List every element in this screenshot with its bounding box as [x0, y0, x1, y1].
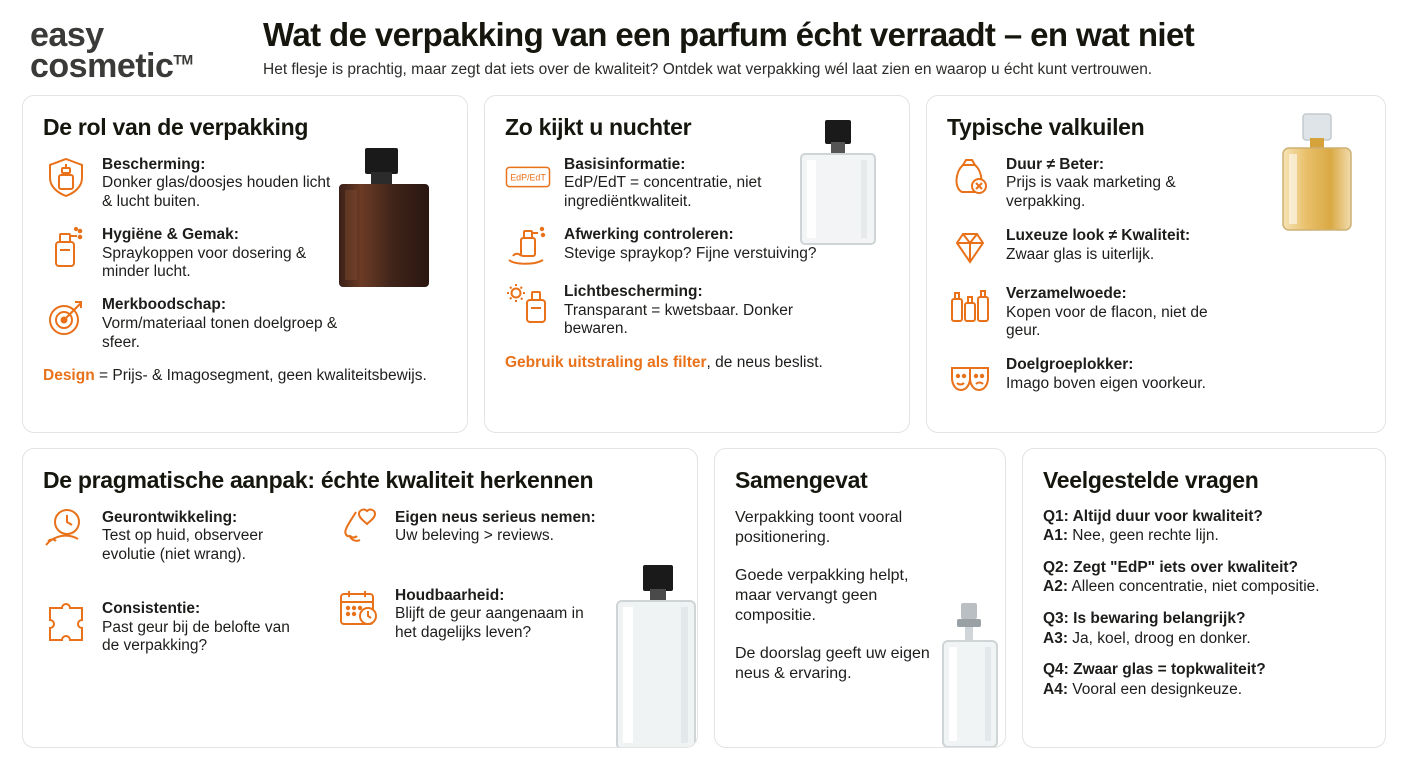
pragmatic-column-right: [336, 508, 603, 657]
calendar-clock-icon: [336, 586, 382, 630]
theatre-masks-icon: [947, 355, 993, 399]
list-item-head: Eigen neus serieus nemen:: [395, 508, 596, 526]
faq-question-label: Q2:: [1043, 558, 1069, 576]
faq-answer-text: Vooral een designkeuze.: [1072, 680, 1243, 698]
faq-question-text: Zegt "EdP" iets over kwaliteit?: [1073, 558, 1299, 576]
faq-question: [1043, 610, 1365, 629]
card-role-items: [43, 155, 343, 353]
list-item-body: Past geur bij de belofte van de verpakking?: [102, 618, 290, 655]
hand-spray-icon: [505, 225, 551, 269]
list-item: [505, 225, 823, 269]
faq-entry: [1043, 661, 1365, 699]
list-item-text: [1006, 355, 1206, 394]
faq-list: [1043, 508, 1365, 700]
faq-answer-text: Alleen concentratie, niet compositie.: [1071, 578, 1320, 596]
list-item-body: Spraykoppen voor dosering & minder lucht.: [102, 244, 307, 281]
list-item-text: [564, 225, 816, 264]
list-item-body: Prijs is vaak marketing & verpakking.: [1006, 174, 1176, 211]
list-item: [336, 508, 603, 552]
faq-answer: [1043, 527, 1365, 546]
perfume-bottle-dark-image: [319, 146, 449, 291]
list-item-text: [102, 225, 343, 282]
list-item: [947, 226, 1237, 270]
list-item-head: Luxeuze look ≠ Kwaliteit:: [1006, 226, 1191, 244]
faq-question-text: Is bewaring belangrijk?: [1073, 609, 1246, 627]
list-item: [947, 284, 1237, 341]
faq-question: [1043, 661, 1365, 680]
list-item-head: Basisinformatie:: [564, 155, 686, 173]
spray-pump-icon: [43, 225, 89, 269]
summary-paragraph: Goede verpakking helpt, maar vervangt geen compositie.: [735, 566, 909, 624]
card-pragmatic-columns: [43, 508, 603, 657]
list-item-body: Kopen voor de flacon, niet de geur.: [1006, 303, 1208, 340]
summary-paragraph: De doorslag geeft uw eigen neus & ervaring.: [735, 644, 930, 682]
perfume-bottle-tall-image: [603, 563, 698, 748]
list-item-text: [395, 586, 603, 643]
list-item: [43, 295, 343, 352]
nose-heart-icon: [336, 508, 382, 552]
faq-answer-label: A2:: [1043, 578, 1068, 596]
pragmatic-column-left: [43, 508, 310, 657]
list-item-head: Consistentie:: [102, 599, 201, 617]
faq-question-text: Zwaar glas = topkwaliteit?: [1073, 661, 1266, 679]
brand-logo-line1: easy: [30, 16, 104, 54]
list-item: [947, 155, 1237, 212]
faq-answer-label: A3:: [1043, 629, 1068, 647]
card-pragmatic-title: De pragmatische aanpak: échte kwaliteit herkennen: [43, 466, 594, 493]
card-typical-pitfalls: [926, 95, 1386, 433]
faq-answer: [1043, 681, 1365, 700]
header-text-block: [263, 16, 1378, 79]
list-item-head: Hygiëne & Gemak:: [102, 225, 239, 243]
card-summary: [714, 448, 1006, 748]
faq-question-label: Q3:: [1043, 609, 1069, 627]
list-item-body: Uw beleving > reviews.: [395, 527, 554, 545]
faq-answer-label: A1:: [1043, 527, 1068, 545]
faq-answer-text: Nee, geen rechte lijn.: [1072, 527, 1219, 545]
bottle-collection-icon: [947, 284, 993, 328]
faq-entry: [1043, 559, 1365, 597]
card-faq-title: Veelgestelde vragen: [1043, 466, 1259, 493]
card-role-note: [43, 366, 447, 385]
list-item: [43, 599, 310, 656]
list-item: [947, 355, 1237, 399]
list-item-text: [102, 155, 343, 212]
list-item-head: Geurontwikkeling:: [102, 508, 238, 526]
card-faq: [1022, 448, 1386, 748]
puzzle-icon: [43, 599, 89, 643]
faq-answer: [1043, 578, 1365, 597]
card-sober-note: [505, 353, 889, 372]
list-item: [505, 282, 823, 339]
list-item-text: [395, 508, 596, 547]
card-role-note-accent: Design: [43, 367, 95, 385]
list-item-text: [102, 295, 343, 352]
faq-question: [1043, 559, 1365, 578]
list-item-body: Stevige spraykop? Fijne verstuiving?: [564, 244, 817, 262]
card-role-note-rest: = Prijs- & Imagosegment, geen kwaliteitsbewijs.: [94, 367, 427, 385]
list-item-body: Transparant = kwetsbaar. Donker bewaren.: [564, 301, 794, 338]
page-subtitle: Het flesje is prachtig, maar zegt dat iets over de kwaliteit? Ontdek wat verpakking wél laat zien en waarop u écht kunt vertrouwen.: [263, 60, 1153, 78]
card-pragmatic-approach: [22, 448, 698, 748]
diamond-icon: [947, 226, 993, 270]
faq-answer-text: Ja, koel, droog en donker.: [1072, 629, 1251, 647]
list-item: [43, 155, 343, 212]
faq-question-text: Altijd duur voor kwaliteit?: [1072, 507, 1263, 525]
list-item-head: Doelgroeplokker:: [1006, 356, 1134, 374]
list-item-text: [1006, 226, 1190, 265]
list-item-text: [564, 282, 823, 339]
list-item-body: Imago boven eigen voorkeur.: [1006, 374, 1206, 392]
card-sober-note-rest: , de neus beslist.: [706, 354, 823, 372]
card-pitfalls-items: [947, 155, 1237, 400]
sun-bottle-icon: [505, 282, 551, 326]
shield-bottle-icon: [43, 155, 89, 199]
list-item-head: Bescherming:: [102, 155, 206, 173]
list-item-head: Verzamelwoede:: [1006, 284, 1127, 302]
top-card-row: [22, 95, 1386, 433]
faq-answer-label: A4:: [1043, 680, 1068, 698]
brand-logo-word: cosmetic: [30, 47, 174, 86]
list-item-body: EdP/EdT = concentratie, niet ingrediëntkwaliteit.: [564, 174, 762, 211]
card-role-of-packaging: [22, 95, 468, 433]
card-role-title: De rol van de verpakking: [43, 113, 309, 140]
card-sober-items: [505, 155, 823, 340]
card-summary-title: Samengevat: [735, 466, 868, 493]
list-item: [43, 225, 343, 282]
card-sober-note-accent: Gebruik uitstraling als filter: [505, 354, 707, 372]
list-item-body: Vorm/materiaal tonen doelgroep & sfeer.: [102, 314, 338, 351]
card-summary-body: [735, 508, 947, 684]
faq-question: [1043, 508, 1365, 527]
list-item: [336, 586, 603, 643]
page-header: [22, 14, 1386, 95]
list-item-body: Test op huid, observeer evolutie (niet wrang).: [102, 527, 264, 564]
perfume-bottle-clear-image: [783, 118, 893, 253]
perfume-bottle-spray-image: [927, 601, 1006, 748]
summary-paragraph: Verpakking toont vooral positionering.: [735, 508, 903, 546]
list-item-head: Duur ≠ Beter:: [1006, 155, 1105, 173]
faq-entry: [1043, 508, 1365, 546]
card-sober-look: [484, 95, 910, 433]
list-item-head: Afwerking controleren:: [564, 225, 734, 243]
list-item-text: [1006, 284, 1237, 341]
list-item-body: Donker glas/doosjes houden licht & lucht buiten.: [102, 174, 331, 211]
faq-question-label: Q1:: [1043, 507, 1069, 525]
faq-entry: [1043, 610, 1365, 648]
list-item-body: Zwaar glas is uiterlijk.: [1006, 245, 1155, 263]
list-item-head: Lichtbescherming:: [564, 282, 703, 300]
list-item-head: Merkboodschap:: [102, 296, 227, 314]
brand-logo: [30, 16, 245, 86]
list-item: [505, 155, 823, 212]
list-item-head: Houdbaarheid:: [395, 586, 505, 604]
brand-logo-line2: [30, 47, 245, 86]
brand-trademark: TM: [173, 51, 193, 68]
card-sober-title: Zo kijkt u nuchter: [505, 113, 692, 140]
card-pitfalls-title: Typische valkuilen: [947, 113, 1145, 140]
money-bag-no-icon: [947, 155, 993, 199]
list-item-text: [102, 508, 310, 565]
list-item: [43, 508, 310, 565]
list-item-text: [1006, 155, 1237, 212]
page-title: Wat de verpakking van een parfum écht verraadt – en wat niet: [263, 16, 1195, 53]
edp-edt-label-icon: [505, 155, 551, 199]
faq-question-label: Q4:: [1043, 661, 1069, 679]
list-item-body: Blijft de geur aangenaam in het dagelijks leven?: [395, 605, 584, 642]
clock-skin-icon: [43, 508, 89, 552]
faq-answer: [1043, 630, 1365, 649]
bottom-card-row: [22, 448, 1386, 748]
perfume-bottle-gold-image: [1267, 112, 1367, 237]
target-arrow-icon: [43, 295, 89, 339]
svg-text:EdP/EdT: EdP/EdT: [510, 172, 546, 183]
list-item-text: [102, 599, 310, 656]
